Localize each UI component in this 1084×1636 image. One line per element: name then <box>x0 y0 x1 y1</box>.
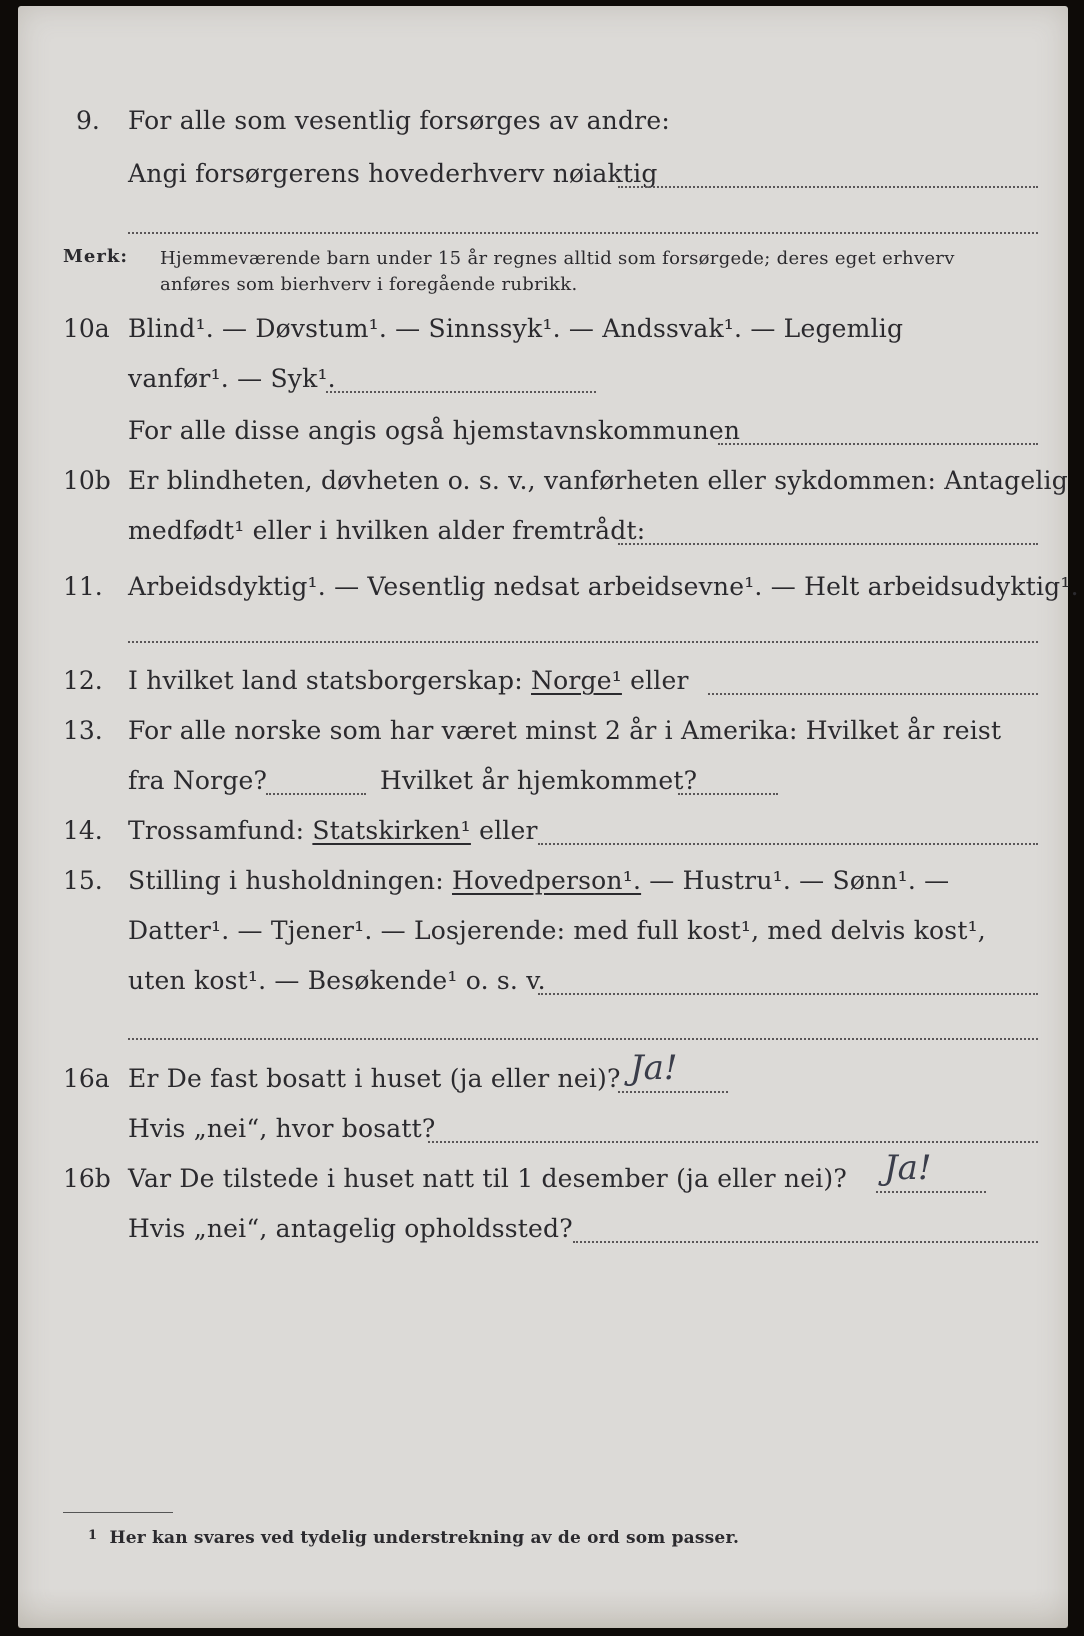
q16b-answer-line <box>876 1191 986 1193</box>
q11-line-1: Arbeidsdyktig¹. — Vesentlig nedsat arbeidsevne¹. — Helt arbeidsudyktig¹. <box>128 572 1079 601</box>
q9-number: 9. <box>76 106 100 135</box>
q16a-answer-line <box>618 1091 728 1093</box>
q16a-bosatt-answer-line <box>428 1141 1038 1143</box>
q16a-handwritten-answer: Ja! <box>630 1048 678 1088</box>
q10a-number: 10a <box>63 314 110 343</box>
q15-answer-line-2 <box>128 1038 1038 1040</box>
q15-number: 15. <box>63 866 103 895</box>
q14-suffix: eller <box>479 816 538 845</box>
q15-prefix: Stilling i husholdningen: <box>128 866 444 895</box>
q10b-number: 10b <box>63 466 111 495</box>
q13-line-1: For alle norske som har været minst 2 år i Amerika: Hvilket år reist <box>128 716 1002 745</box>
q16a-line-2: Hvis „nei“, hvor bosatt? <box>128 1114 436 1143</box>
q12-prefix: I hvilket land statsborgerskap: <box>128 666 523 695</box>
q10a-line-2: vanfør¹. — Syk¹. <box>128 364 336 393</box>
q15-answer-line <box>538 993 1038 995</box>
q9-answer-line-2 <box>128 232 1038 234</box>
q9-instruction: Angi forsørgerens hovederhverv nøiaktig <box>128 159 658 188</box>
q14-answer-line <box>538 843 1038 845</box>
merk-note-line-1: Hjemmeværende barn under 15 år regnes alltid som forsørgede; deres eget erhverv <box>160 248 955 269</box>
q11-answer-line <box>128 641 1038 643</box>
q16b-number: 16b <box>63 1164 111 1193</box>
q13-hjemkommet-label: Hvilket år hjemkommet? <box>380 766 698 795</box>
footnote-text: Her kan svares ved tydelig understrekning av de ord som passer. <box>109 1528 740 1548</box>
q16b-handwritten-answer: Ja! <box>884 1148 932 1188</box>
q13-hjemkommet-answer-line <box>678 793 778 795</box>
q13-reist-label: fra Norge? <box>128 766 268 795</box>
q15-line-2: Datter¹. — Tjener¹. — Losjerende: med full kost¹, med delvis kost¹, <box>128 916 986 945</box>
q10b-line-1: Er blindheten, døvheten o. s. v., vanførheten eller sykdommen: Antagelig <box>128 466 1068 495</box>
merk-label: Merk: <box>63 246 128 267</box>
footnote-rule <box>63 1512 173 1513</box>
q14-prefix: Trossamfund: <box>128 816 305 845</box>
q10b-answer-line <box>618 543 1038 545</box>
q16a-number: 16a <box>63 1064 110 1093</box>
q11-number: 11. <box>63 572 103 601</box>
q12-number: 12. <box>63 666 103 695</box>
footnote <box>88 1528 739 1548</box>
q16b-line-2: Hvis „nei“, antagelig opholdssted? <box>128 1214 573 1243</box>
q15-line-1-rest: — Hustru¹. — Sønn¹. — <box>649 866 950 895</box>
q14-underlined-statskirken: Statskirken¹ <box>312 816 471 845</box>
q12-answer-line <box>708 693 1038 695</box>
q15-underlined-hovedperson: Hovedperson¹. <box>452 866 642 895</box>
q15-line-1 <box>128 866 949 895</box>
q10a-line-3: For alle disse angis også hjemstavnskommunen <box>128 416 741 445</box>
q10b-line-2: medfødt¹ eller i hvilken alder fremtrådt: <box>128 516 646 545</box>
q10a-line-1: Blind¹. — Døvstum¹. — Sinnssyk¹. — Andssvak¹. — Legemlig <box>128 314 904 343</box>
q14-number: 14. <box>63 816 103 845</box>
q13-reist-answer-line <box>266 793 366 795</box>
footnote-mark: 1 <box>88 1528 98 1543</box>
q12-underlined-norge: Norge¹ <box>531 666 622 695</box>
q16b-line-1: Var De tilstede i huset natt til 1 desember (ja eller nei)? <box>128 1164 847 1193</box>
q13-number: 13. <box>63 716 103 745</box>
q16b-opholdssted-answer-line <box>573 1241 1038 1243</box>
q10a-syk-answer-line <box>326 391 596 393</box>
q12-suffix: eller <box>630 666 689 695</box>
q14-line <box>128 816 538 845</box>
q12-line <box>128 666 689 695</box>
q9-answer-line <box>618 186 1038 188</box>
q16a-line-1: Er De fast bosatt i huset (ja eller nei)? <box>128 1064 621 1093</box>
q15-line-3: uten kost¹. — Besøkende¹ o. s. v. <box>128 966 546 995</box>
merk-note-line-2: anføres som bierhverv i foregående rubrikk. <box>160 274 578 295</box>
census-form-page <box>18 6 1079 1628</box>
q9-question: For alle som vesentlig forsørges av andre: <box>128 106 670 135</box>
q10a-hjemstavn-answer-line <box>718 443 1038 445</box>
